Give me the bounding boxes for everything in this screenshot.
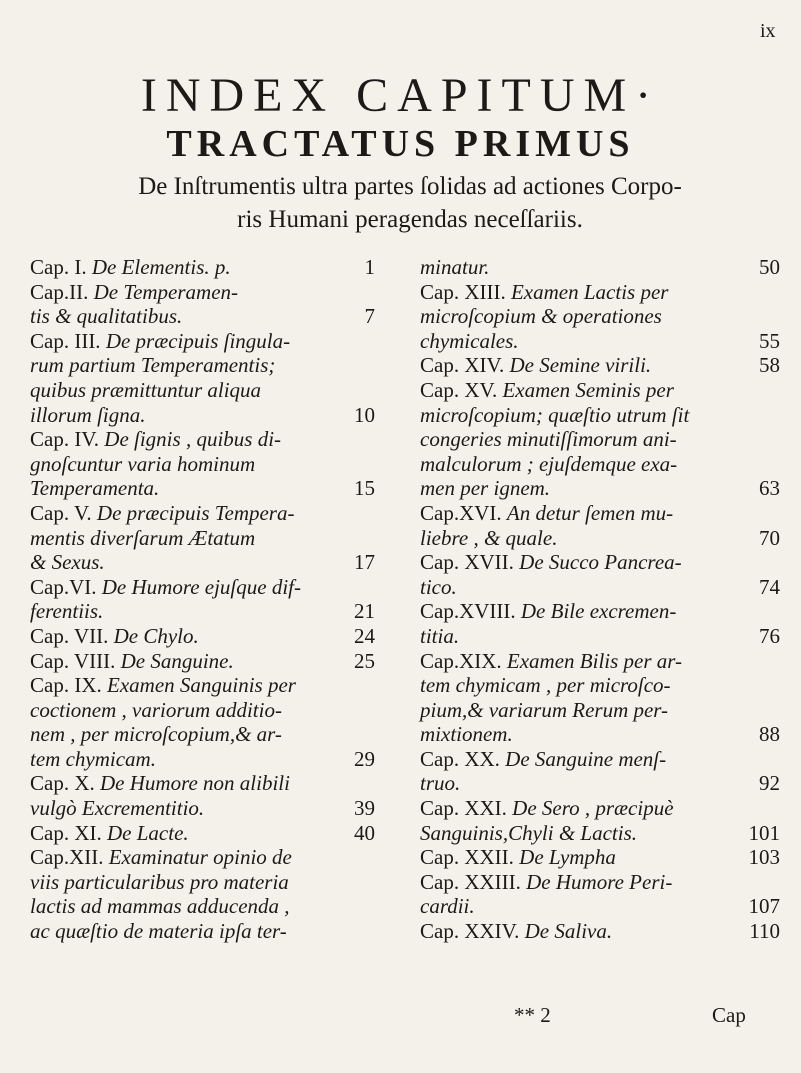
chapter-title: ac quæſtio de materia ipſa ter- [30, 919, 287, 944]
chapter-label: Cap.II. [30, 279, 89, 304]
toc-line [30, 452, 375, 477]
catchword: Cap [712, 1003, 746, 1027]
chapter-title: Examen Lactis per [510, 279, 669, 304]
toc-entry-text [30, 845, 292, 870]
chapter-title: minatur. [420, 255, 490, 279]
chapter-title: De Chylo. [113, 623, 199, 648]
chapter-title: Examinatur opinio de [108, 845, 292, 870]
toc-entry-text [30, 747, 156, 772]
chapter-title: & Sexus. [30, 550, 105, 575]
page-ref: 70 [759, 525, 780, 550]
toc-line [420, 526, 780, 551]
page-ref: 29 [354, 746, 375, 771]
chapter-title: mixtionem. [420, 722, 513, 747]
toc-entry-text [420, 722, 513, 747]
toc-line [30, 771, 375, 796]
toc-line [420, 255, 780, 280]
toc-line [420, 796, 780, 821]
toc-entry-text [420, 919, 612, 944]
toc-line [420, 280, 780, 305]
page-ref: 74 [759, 574, 780, 599]
chapter-label: Cap. XV. [420, 377, 498, 402]
chapter-title: Examen Bilis per ar- [506, 648, 683, 673]
toc-line [420, 353, 780, 378]
toc-entry-text [30, 329, 290, 354]
chapter-label: Cap. V. [30, 500, 92, 525]
page-ref: 107 [748, 894, 780, 919]
chapter-label: Cap. III. [30, 328, 101, 353]
toc-line [420, 894, 780, 919]
page-ref: 15 [354, 476, 375, 501]
intro-line-2: ris Humani peragendas neceſſariis. [237, 206, 583, 233]
toc-entry-text [420, 550, 682, 575]
toc-entry-text [420, 698, 668, 723]
toc-entry-text [420, 255, 489, 280]
toc-line [30, 919, 375, 944]
chapter-title: quibus præmittuntur aliqua [30, 377, 262, 402]
chapter-title: viis particularibus pro materia [30, 869, 289, 894]
chapter-title: tis & qualitatibus. [30, 304, 183, 329]
toc-line [30, 427, 375, 452]
chapter-title: Sanguinis,Chyli & Lactis. [420, 820, 638, 845]
chapter-title: pium,& variarum Rerum per- [420, 697, 669, 722]
toc-entry-text [420, 452, 677, 477]
toc-entry-text [420, 353, 651, 378]
chapter-title: mentis diverſarum Ætatum [30, 525, 256, 550]
chapter-title: truo. [420, 771, 461, 796]
toc-line [30, 845, 375, 870]
toc-line [420, 845, 780, 870]
toc-line [30, 870, 375, 895]
page-ref: 58 [759, 353, 780, 378]
toc-entry-text [420, 894, 475, 919]
chapter-title: microſcopium & operationes [420, 304, 662, 329]
page-ref: 103 [748, 845, 780, 870]
toc-line [420, 378, 780, 403]
chapter-label: Cap. XIV. [420, 353, 505, 378]
toc-line [30, 575, 375, 600]
toc-entry-text [30, 599, 103, 624]
toc-line [420, 747, 780, 772]
chapter-title: microſcopium; quæſtio utrum ſit [420, 402, 690, 427]
toc-line [30, 378, 375, 403]
toc-line [30, 649, 375, 674]
toc-entry-text [30, 255, 231, 280]
chapter-title: De Succo Pancrea- [519, 550, 682, 575]
page-ref: 63 [759, 476, 780, 501]
toc-line [420, 870, 780, 895]
page-ref: 76 [759, 623, 780, 648]
page-ref: 1 [364, 255, 375, 279]
toc-entry-text [420, 796, 674, 821]
chapter-title: Examen Seminis per [502, 377, 674, 402]
toc-entry-text [420, 575, 457, 600]
chapter-label: Cap.XII. [30, 845, 104, 870]
toc-line [420, 427, 780, 452]
chapter-title: De Humore ejuſque dif- [101, 574, 302, 599]
chapter-label: Cap.XIX. [420, 648, 502, 673]
toc-entry-text [420, 403, 689, 428]
toc-line [30, 329, 375, 354]
toc-entry-text [420, 526, 557, 551]
chapter-title: tem chymicam , per microſco- [420, 673, 671, 698]
chapter-label: Cap. I. [30, 255, 87, 279]
toc-entry-text [30, 403, 146, 428]
right-column [420, 255, 780, 944]
chapter-title: De Lacte. [107, 820, 189, 845]
left-column [30, 255, 375, 944]
page-ref: 50 [759, 255, 780, 279]
page-ref: 39 [354, 796, 375, 821]
chapter-title: liebre , & quale. [420, 525, 558, 550]
chapter-title: gnoſcuntur varia hominum [30, 451, 256, 476]
toc-entry-text [420, 329, 519, 354]
chapter-title: congeries minutiſſimorum ani- [420, 427, 677, 452]
chapter-title: De præcipuis ſingula- [105, 328, 291, 353]
toc-line [420, 501, 780, 526]
toc-line [30, 526, 375, 551]
toc-entry-text [420, 304, 662, 329]
toc-line [30, 304, 375, 329]
toc-line [420, 649, 780, 674]
toc-entry-text [420, 747, 666, 772]
toc-line [420, 624, 780, 649]
chapter-label: Cap. XXI. [420, 796, 507, 821]
toc-line [30, 403, 375, 428]
toc-entry-text [30, 649, 234, 674]
chapter-title: rum partium Temperamentis; [30, 353, 276, 378]
chapter-title: titia. [420, 623, 460, 648]
toc-entry-text [420, 771, 460, 796]
toc-entry-text [420, 378, 674, 403]
toc-line [420, 575, 780, 600]
toc-line [420, 821, 780, 846]
toc-line [420, 771, 780, 796]
chapter-title: lactis ad mammas adducenda , [30, 894, 290, 919]
chapter-label: Cap. XXIV. [420, 919, 520, 944]
toc-entry-text [30, 894, 290, 919]
toc-entry-text [30, 280, 238, 305]
page-ref: 17 [354, 550, 375, 575]
chapter-title: ferentiis. [30, 599, 104, 624]
page-ref: 88 [759, 722, 780, 747]
toc-line [30, 550, 375, 575]
page-ref: 10 [354, 402, 375, 427]
chapter-label: Cap. IV. [30, 427, 100, 452]
chapter-title: De Semine virili. [509, 353, 652, 378]
index-title: INDEX CAPITUM· [140, 69, 661, 122]
toc-line [420, 452, 780, 477]
toc-entry-text [30, 575, 301, 600]
chapter-label: Cap. VIII. [30, 648, 116, 673]
toc-line [420, 698, 780, 723]
tractatus-subtitle: TRACTATUS PRIMUS [166, 123, 635, 165]
toc-line [30, 624, 375, 649]
page-ref: 110 [749, 919, 780, 944]
toc-entry-text [30, 353, 275, 378]
toc-entry-text [30, 526, 255, 551]
signature-mark: ** 2 [514, 1003, 551, 1027]
toc-entry-text [30, 771, 290, 796]
chapter-title: cardii. [420, 894, 475, 919]
toc-entry-text [30, 673, 296, 698]
chapter-title: chymicales. [420, 328, 519, 353]
chapter-label: Cap. XVII. [420, 550, 514, 575]
toc-entry-text [30, 796, 204, 821]
chapter-title: De Sanguine menſ- [505, 746, 667, 771]
toc-line [30, 698, 375, 723]
chapter-title: Examen Sanguinis per [107, 673, 296, 698]
toc-entry-text [420, 624, 459, 649]
toc-line [30, 476, 375, 501]
toc-entry-text [30, 550, 105, 575]
chapter-title: tem chymicam. [30, 746, 156, 771]
page-ref: 92 [759, 771, 780, 796]
toc-line [30, 747, 375, 772]
toc-line [30, 501, 375, 526]
toc-entry-text [30, 698, 282, 723]
chapter-title: De Humore Peri- [526, 869, 673, 894]
chapter-title: De Sanguine. [120, 648, 234, 673]
page-ref: 7 [364, 304, 375, 329]
toc-line [30, 796, 375, 821]
toc-entry-text [420, 476, 550, 501]
chapter-title: De Lympha [519, 845, 616, 870]
toc-line [30, 353, 375, 378]
toc-entry-text [30, 427, 281, 452]
toc-line [30, 821, 375, 846]
toc-entry-text [30, 304, 182, 329]
chapter-title: malculorum ; ejuſdemque exa- [420, 451, 678, 476]
chapter-title: coctionem , variorum additio- [30, 697, 282, 722]
chapter-label: Cap. XI. [30, 820, 102, 845]
toc-line [30, 280, 375, 305]
toc-line [420, 599, 780, 624]
toc-line [420, 329, 780, 354]
page-ref: 21 [354, 599, 375, 624]
toc-entry-text [30, 501, 294, 526]
chapter-title: An detur ſemen mu- [506, 500, 674, 525]
toc-entry-text [420, 599, 676, 624]
chapter-label: Cap. XX. [420, 746, 500, 771]
page-number: ix [760, 20, 776, 42]
chapter-title: De Temperamen- [93, 279, 239, 304]
toc-line [30, 673, 375, 698]
chapter-title: De Elementis. p. [91, 255, 231, 279]
chapter-title: men per ignem. [420, 476, 551, 501]
chapter-label: Cap.XVIII. [420, 599, 516, 624]
chapter-title: tico. [420, 574, 457, 599]
toc-entry-text [420, 673, 671, 698]
toc-line [420, 550, 780, 575]
page-ref: 55 [759, 328, 780, 353]
chapter-title: De Sero , præcipuè [512, 796, 674, 821]
toc-entry-text [420, 501, 673, 526]
toc-entry-text [420, 280, 668, 305]
chapter-label: Cap. XIII. [420, 279, 506, 304]
chapter-title: Temperamenta. [30, 476, 160, 501]
toc-entry-text [30, 821, 189, 846]
toc-line [420, 673, 780, 698]
page-ref: 24 [354, 623, 375, 648]
page-ref: 25 [354, 648, 375, 673]
toc-entry-text [30, 378, 261, 403]
chapter-title: De ſignis , quibus di- [104, 427, 282, 452]
toc-entry-text [420, 821, 637, 846]
chapter-label: Cap. IX. [30, 673, 102, 698]
page-ref: 40 [354, 820, 375, 845]
chapter-label: Cap.VI. [30, 574, 97, 599]
toc-line [30, 599, 375, 624]
chapter-label: Cap. XXIII. [420, 869, 521, 894]
toc-line [420, 403, 780, 428]
chapter-title: De Saliva. [524, 919, 613, 944]
toc-entry-text [30, 452, 255, 477]
toc-entry-text [30, 870, 289, 895]
chapter-label: Cap.XVI. [420, 500, 502, 525]
toc-entry-text [420, 845, 616, 870]
chapter-title: vulgò Excrementitio. [30, 796, 205, 821]
toc-line [30, 894, 375, 919]
chapter-label: Cap. XXII. [420, 845, 514, 870]
chapter-title: nem , per microſcopium,& ar- [30, 722, 282, 747]
toc-entry-text [30, 476, 159, 501]
toc-line [30, 255, 375, 280]
toc-entry-text [420, 870, 672, 895]
toc-entry-text [30, 722, 282, 747]
chapter-title: De Humore non alibili [100, 771, 290, 796]
toc-line [420, 304, 780, 329]
chapter-label: Cap. VII. [30, 623, 109, 648]
page-ref: 101 [748, 820, 780, 845]
toc-line [420, 919, 780, 944]
chapter-label: Cap. X. [30, 771, 95, 796]
toc-entry-text [420, 649, 682, 674]
intro-line-1: De Inſtrumentis ultra partes ſolidas ad actiones Corpo‑ [138, 173, 682, 200]
toc-line [30, 722, 375, 747]
chapter-title: De Bile excremen- [520, 599, 677, 624]
toc-line [420, 722, 780, 747]
chapter-title: illorum ſigna. [30, 402, 146, 427]
toc-entry-text [30, 624, 199, 649]
toc-entry-text [420, 427, 677, 452]
toc-entry-text [30, 919, 287, 944]
intro-text [40, 170, 780, 236]
chapter-title: De præcipuis Tempera- [96, 500, 295, 525]
toc-line [420, 476, 780, 501]
